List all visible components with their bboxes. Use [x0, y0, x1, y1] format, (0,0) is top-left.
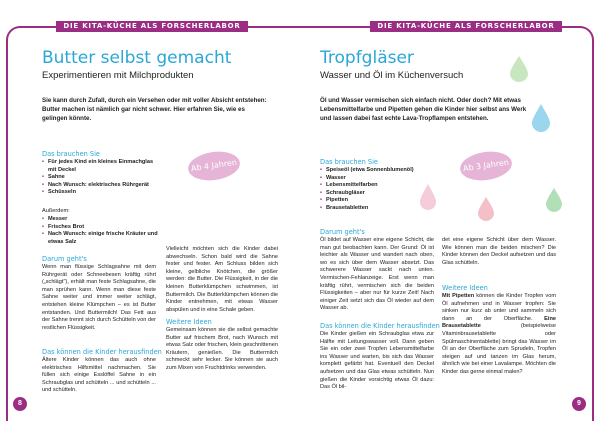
learn-heading: Das können die Kinder herausfinden	[320, 322, 440, 330]
column2-text: Vielleicht möchten sich die Kinder dabei abwechseln. Schon bald wird die Sahne fester und fester. Am Schluss bilden sich kleine, gelbliche Knötchen, die größer werden: die Butter. Die Flüssigkeit, in der die kleinen Butterklümpchen schwimmen, ist Buttermilch. Die Butterklümpchen können die Kinder entnehmen, mit etwas Wasser abspülen und in eine Schale geben.	[166, 246, 278, 313]
list-item: • Pipetten	[320, 197, 450, 205]
rose-drop-icon	[478, 197, 494, 221]
why-text: Öl bildet auf Wasser eine eigene Schicht, die man gut beobachten kann. Der Grund: Öl ist leichter als Wasser und wandert nach oben, wo es sich über dem Wasser absetzt. Das schwerere Wasser sackt nach unten. Vermischen-Fehlanzeige. Erst wenn man kräftig rührt, vermischen sich die beiden Flüssigkeiten – aber nur für kurze Zeit! Nach einiger Zeit setzt sich das Öl wieder auf dem Wasser ab.	[320, 237, 434, 312]
page-number: 9	[572, 397, 586, 411]
learn-heading: Das können die Kinder herausfinden	[42, 348, 162, 356]
list-item: • Nach Wunsch: elektrisches Rührgerät	[42, 182, 160, 190]
list-item: • Nach Wunsch: einige frische Kräuter und etwas Salz	[42, 231, 160, 246]
page-subtitle: Wasser und Öl im Küchenversuch	[320, 70, 464, 81]
extras-list	[42, 216, 160, 246]
list-item: • Wasser	[320, 175, 450, 183]
green-drop-icon	[546, 188, 562, 212]
list-item: • Frisches Brot	[42, 224, 160, 232]
light-green-drop-icon	[510, 56, 528, 82]
pink-drop-icon	[420, 184, 436, 210]
also-label: Außerdem:	[42, 208, 70, 214]
needs-heading: Das brauchen Sie	[320, 158, 378, 166]
page-title: Tropfgläser	[320, 48, 414, 68]
more-text: Gemeinsam können sie die selbst gemachte Butter auf frischem Brot, nach Wunsch mit etwas Salz oder frischen, klein geschnittenen Kräutern, genießen. Die Buttermilch schmeckt sehr lecker. Sie können sie auch zum Mixen von Fruchtdrinks verwenden.	[166, 327, 278, 371]
chapter-header: DIE KITA-KÜCHE ALS FORSCHERLABOR	[56, 21, 248, 32]
learn-text: Ältere Kinder können das auch ohne elektrisches Hilfsmittel nachmachen. Sie füllen sich einige Esslöffel Sahne in ein Schraubglas und schütteln ... und schütteln ... und schütteln.	[42, 357, 156, 394]
list-item: • Sahne	[42, 174, 160, 182]
why-heading: Darum geht's	[320, 228, 365, 236]
chapter-header: DIE KITA-KÜCHE ALS FORSCHERLABOR	[370, 21, 562, 32]
needs-heading: Das brauchen Sie	[42, 150, 100, 158]
intro-text: Sie kann durch Zufall, durch ein Versehen oder mit voller Absicht entstehen: Butter machen ist nämlich gar nicht schwer. Hier erfahren Sie, wie es gelingen könnte.	[42, 97, 267, 122]
age-badge: Ab 4 Jahren	[186, 149, 241, 184]
more-heading: Weitere Ideen	[442, 284, 488, 292]
column2-text: det eine eigene Schicht über dem Wasser. Wie können man die beiden mischen? Die Kinder können den Deckel aufsetzen und das Glas schütteln.	[442, 237, 556, 266]
age-badge: Ab 3 Jahren	[458, 149, 513, 184]
list-item: • Schraubgläser	[320, 190, 450, 198]
list-item: • Schüsseln	[42, 189, 160, 197]
list-item: • Brausetabletten	[320, 205, 450, 213]
why-heading: Darum geht's	[42, 255, 87, 263]
page-subtitle: Experimentieren mit Milchprodukten	[42, 70, 194, 81]
page-title: Butter selbst gemacht	[42, 48, 232, 68]
intro-text: Öl und Wasser vermischen sich einfach nicht. Oder doch? Mit etwas Lebensmittelfarbe und Pipetten gehen die Kinder hier selbst ans Werk und lassen dabei fast echte Lava-Tropflampen entstehen.	[320, 97, 527, 122]
list-item: • Messer	[42, 216, 160, 224]
needs-list	[42, 159, 160, 197]
blue-drop-icon	[532, 104, 550, 132]
more-text: Mit Pipetten können die Kinder Tropfen vom Öl aufnehmen und in Wasser tropfen: Sie sinken nur kurz ab unter und sammeln sich dann an der Oberfläche. Eine Brausetablette (beispielweise Vitaminbrausetablette oder Spülmaschinentablette) bringt das Wasser im Öl an der Oberfläche zum Sprudeln, Tropfen steigen auf und tanzen im Glas herum, ähnlich wie bei einer Lavalampe. Möchten die Kinder das gerne einmal malen?	[442, 293, 556, 375]
list-item: • Lebensmittelfarben	[320, 182, 450, 190]
right-page	[300, 0, 600, 425]
why-text: Wenn man flüssige Schlagsahne mit dem Rührgerät oder Schneebesen kräftig rührt („schlägt"), erhält man feste Schlagsahne, die man sprühen kann. Wenn man diese feste Sahne weiter und immer weiter schlägt, entstehen kleine Klümpchen – es ist Butter entstanden. Und Buttermilch! Das Fett aus der Sahne trennt sich durch Schütteln von der restlichen Flüssigkeit.	[42, 264, 156, 331]
list-item: • Speiseöl (etwa Sonnenblumenöl)	[320, 167, 450, 175]
more-heading: Weitere Ideen	[166, 318, 212, 326]
learn-text: Die Kinder gießen ein Schraubglas etwa zur Hälfte mit Leitungswasser voll. Dann geben Sie ein oder zwei Tropfen Lebensmittelfarbe ins Wasser und warten, bis sich das Wasser komplett gefärbt hat. Eventuell den Deckel aufsetzen und das Glas etwas schütteln. Nun gießen die Kinder vorsichtig etwas Öl dazu: Das Öl bil-	[320, 331, 434, 391]
page-number: 8	[13, 397, 27, 411]
list-item: • Für jedes Kind ein kleines Einmachglas mit Deckel	[42, 159, 160, 174]
